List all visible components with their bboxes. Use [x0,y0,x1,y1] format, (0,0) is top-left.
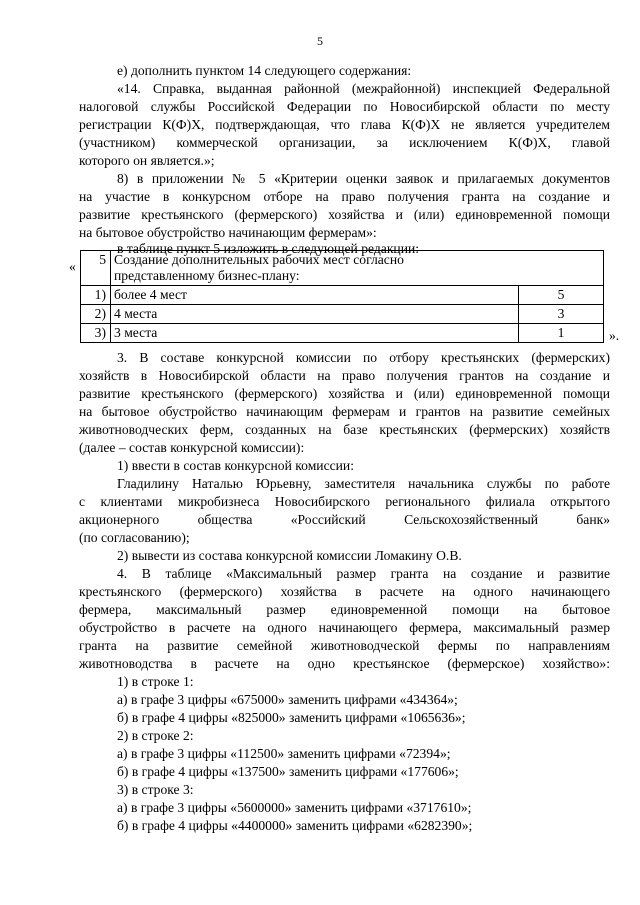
text-line: 1) в строке 1: [117,674,194,689]
table-open-quote: « [69,259,76,274]
text-line: развитие крестьянского (фермерского) хозяйства и (или) единовременной помощи [79,207,610,222]
text-line: на бытовое обустройство начинающим фермерам»: [79,225,377,240]
table-cell-num: 1) [81,286,111,305]
table-row [81,286,604,305]
page-number: 5 [317,34,323,48]
text-line: е) дополнить пунктом 14 следующего содержания: [117,63,412,78]
table-cell-text [111,251,604,286]
text-line: животноводства в расчете на одно крестьянское (фермерское) хозяйство»: [79,656,610,671]
table-cell-num: 2) [81,305,111,324]
text-line: в таблице пункт 5 изложить в следующей редакции: [117,241,420,256]
text-line: 1) ввести в состав конкурсной комиссии: [117,458,354,473]
text-line: а) в графе 3 цифры «5600000» заменить цифрами «3717610»; [117,800,472,815]
text-line: развитие крестьянского (фермерского) хозяйства и (или) единовременной помощи [79,386,610,401]
table-row [81,305,604,324]
table-close-quote: ». [609,328,620,343]
text-line: б) в графе 4 цифры «4400000» заменить цифрами «6282390»; [117,818,473,833]
text-line: Гладилину Наталью Юрьевну, заместителя начальника службы по работе [117,476,610,491]
header-text-line: представленному бизнес-плану: [114,268,300,283]
text-line: 4. В таблице «Максимальный размер гранта на создание и развитие [117,566,610,581]
text-line: 2) вывести из состава конкурсной комиссии Ломакину О.В. [117,548,462,563]
text-line: налоговой службы Российской Федерации по Новосибирской области по месту [79,99,610,114]
text-line: на участие в конкурсном отборе на право получения гранта на создание и [79,189,610,204]
text-line: гранта на развитие семейной животноводческой фермы по направлениям [79,638,610,653]
text-line: «14. Справка, выданная районной (межрайонной) инспекцией Федеральной [117,81,610,96]
text-line: б) в графе 4 цифры «137500» заменить цифрами «177606»; [117,764,459,779]
header-text-line: Создание дополнительных рабочих мест согласно [114,252,404,267]
text-line: 8) в приложении № 5 «Критерии оценки заявок и прилагаемых документов [117,171,610,186]
table-cell-value: 1 [519,324,604,343]
text-line: фермера, максимальный размер единовременной помощи на бытовое [79,602,610,617]
text-line: а) в графе 3 цифры «675000» заменить цифрами «434364»; [117,692,458,707]
text-line: которого он является.»; [79,153,215,168]
text-line: 3) в строке 3: [117,782,194,797]
table-cell-num: 3) [81,324,111,343]
text-line: 2) в строке 2: [117,728,194,743]
text-line: на бытовое обустройство начинающим фермерам и грантов на развитие семейных [79,404,610,419]
text-line: обустройство в расчете на одного начинающего фермера, максимальный размер [79,620,610,635]
text-line: регистрации К(Ф)Х, подтверждающая, что глава К(Ф)Х не является учредителем [79,117,610,132]
table-cell-label: 3 места [111,324,519,343]
table-cell-label: более 4 мест [111,286,519,305]
table-cell-label: 4 места [111,305,519,324]
text-line: животноводческих ферм, созданных на базе крестьянских (фермерских) хозяйств [79,422,610,437]
text-line: с клиентами микробизнеса Новосибирского регионального филиала открытого [79,494,610,509]
table-cell-value: 5 [519,286,604,305]
criteria-table [80,250,604,343]
text-line: б) в графе 4 цифры «825000» заменить цифрами «1065636»; [117,710,466,725]
text-line: акционерного общества «Российский Сельскохозяйственный банк» [79,512,610,527]
text-line: (участником) коммерческой организации, за исключением К(Ф)Х, главой [79,135,610,150]
text-line: хозяйств в Новосибирской области на право получения грантов на создание и [79,368,610,383]
table-header-row [81,251,604,286]
table-cell-num: 5 [81,251,111,286]
table-row [81,324,604,343]
text-line: крестьянского (фермерского) хозяйства в расчете на одного начинающего [79,584,610,599]
text-line: (по согласованию); [79,530,190,545]
text-line: 3. В составе конкурсной комиссии по отбору крестьянских (фермерских) [117,350,610,365]
table-cell-value: 3 [519,305,604,324]
text-line: (далее – состав конкурсной комиссии): [79,440,305,455]
text-line: а) в графе 3 цифры «112500» заменить цифрами «72394»; [117,746,451,761]
